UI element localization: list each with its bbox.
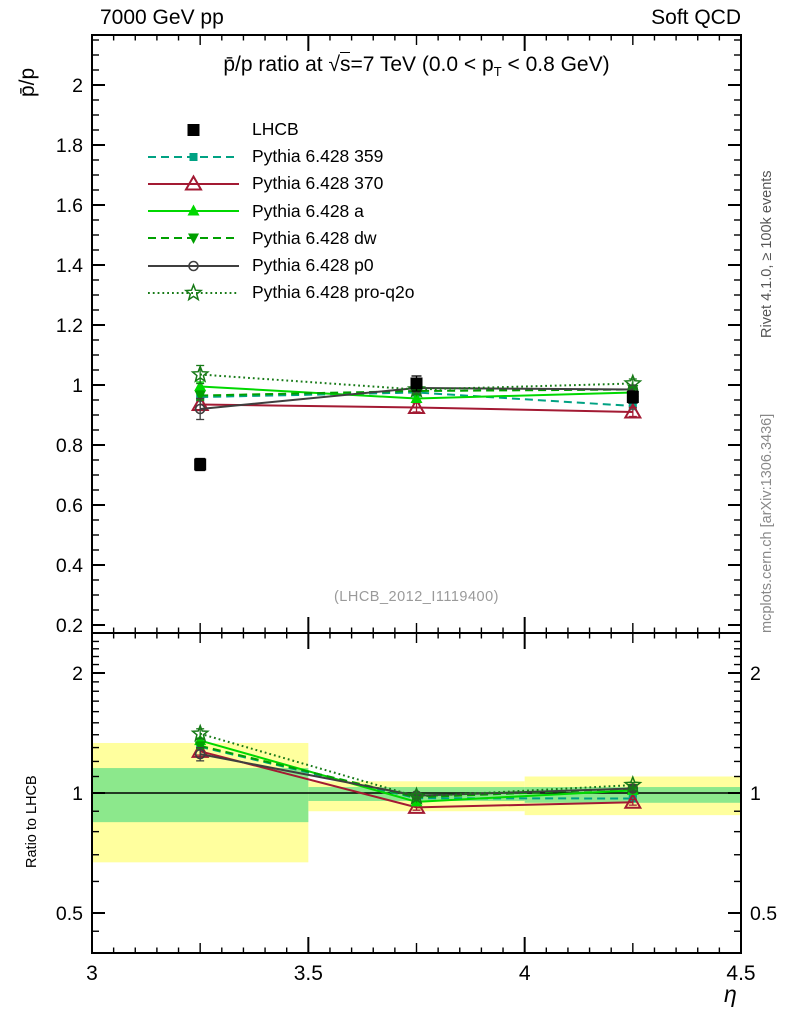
plot-title bbox=[92, 53, 741, 79]
analysis-id-watermark: (LHCB_2012_I1119400) bbox=[333, 589, 500, 605]
ratio-y-tick-label-left: 1 bbox=[72, 783, 83, 805]
sqrt-sign: √ bbox=[328, 53, 340, 76]
legend-swatch bbox=[145, 119, 242, 141]
legend-item bbox=[145, 116, 414, 143]
x-tick-label: 3.5 bbox=[293, 962, 323, 985]
ratio-y-tick-label-left: 2 bbox=[72, 663, 83, 685]
legend-label: Pythia 6.428 a bbox=[252, 200, 364, 221]
pt-subscript: T bbox=[493, 64, 502, 80]
legend-label: Pythia 6.428 dw bbox=[252, 227, 377, 248]
marker-square bbox=[188, 124, 200, 136]
process-group-label: Soft QCD bbox=[651, 6, 741, 29]
marker-square-small bbox=[190, 153, 198, 161]
legend-item bbox=[145, 279, 414, 306]
main-y-tick-label: 2 bbox=[72, 75, 83, 97]
legend-item bbox=[145, 198, 414, 225]
ratio-y-tick-label-right: 1 bbox=[750, 783, 761, 805]
legend-item bbox=[145, 143, 414, 170]
ratio-plot-panel bbox=[0, 632, 786, 1024]
marker-square bbox=[194, 459, 206, 471]
x-axis-label-eta: η bbox=[724, 981, 737, 1007]
ratio-y-axis-label: Ratio to LHCB bbox=[24, 775, 40, 868]
rivet-version-note: Rivet 4.1.0, ≥ 100k events bbox=[759, 170, 775, 338]
legend-swatch bbox=[145, 255, 242, 277]
x-tick-label: 4 bbox=[518, 962, 531, 985]
legend-label: Pythia 6.428 p0 bbox=[252, 255, 374, 276]
legend-swatch bbox=[145, 146, 242, 168]
title-mid: =7 TeV (0.0 < p bbox=[350, 53, 494, 76]
sqrt-argument: s bbox=[339, 53, 351, 76]
marker-square bbox=[627, 391, 639, 403]
beam-info-label: 7000 GeV pp bbox=[100, 6, 224, 29]
main-y-tick-label: 0.2 bbox=[55, 615, 83, 634]
legend-label: Pythia 6.428 359 bbox=[252, 146, 384, 167]
marker-square bbox=[411, 378, 423, 390]
legend-label: Pythia 6.428 pro-q2o bbox=[252, 282, 415, 303]
legend bbox=[145, 116, 414, 306]
green-uncertainty-band bbox=[92, 768, 308, 822]
main-y-tick-label: 0.4 bbox=[55, 555, 83, 577]
ratio-y-tick-label-left: 0.5 bbox=[55, 903, 83, 925]
legend-item bbox=[145, 225, 414, 252]
title-post: < 0.8 GeV) bbox=[501, 53, 610, 76]
legend-item bbox=[145, 170, 414, 197]
main-y-tick-label: 1.4 bbox=[55, 255, 83, 277]
x-tick-label: 4.5 bbox=[726, 962, 756, 985]
ratio-y-tick-label-right: 2 bbox=[750, 663, 761, 685]
title-text: p̄/p ratio at bbox=[223, 53, 329, 76]
legend-item bbox=[145, 252, 414, 279]
legend-label: LHCB bbox=[252, 119, 299, 140]
main-y-tick-label: 1.8 bbox=[55, 135, 83, 157]
legend-swatch bbox=[145, 200, 242, 222]
main-y-axis-label: p̄/p bbox=[16, 67, 39, 97]
main-y-tick-label: 1.6 bbox=[55, 195, 83, 217]
mcplots-arxiv-note: mcplots.cern.ch [arXiv:1306.3436] bbox=[759, 413, 775, 633]
legend-swatch bbox=[145, 173, 242, 195]
legend-swatch bbox=[145, 227, 242, 249]
main-y-tick-label: 0.8 bbox=[55, 435, 83, 457]
main-y-tick-label: 1.2 bbox=[55, 315, 83, 337]
marker-star-open bbox=[186, 285, 201, 300]
main-y-tick-label: 0.6 bbox=[55, 495, 83, 517]
legend-label: Pythia 6.428 370 bbox=[252, 173, 384, 194]
x-tick-label: 3 bbox=[86, 962, 98, 985]
main-y-tick-label: 1 bbox=[72, 375, 83, 397]
ratio-y-tick-label-right: 0.5 bbox=[750, 903, 778, 925]
legend-swatch bbox=[145, 282, 242, 304]
